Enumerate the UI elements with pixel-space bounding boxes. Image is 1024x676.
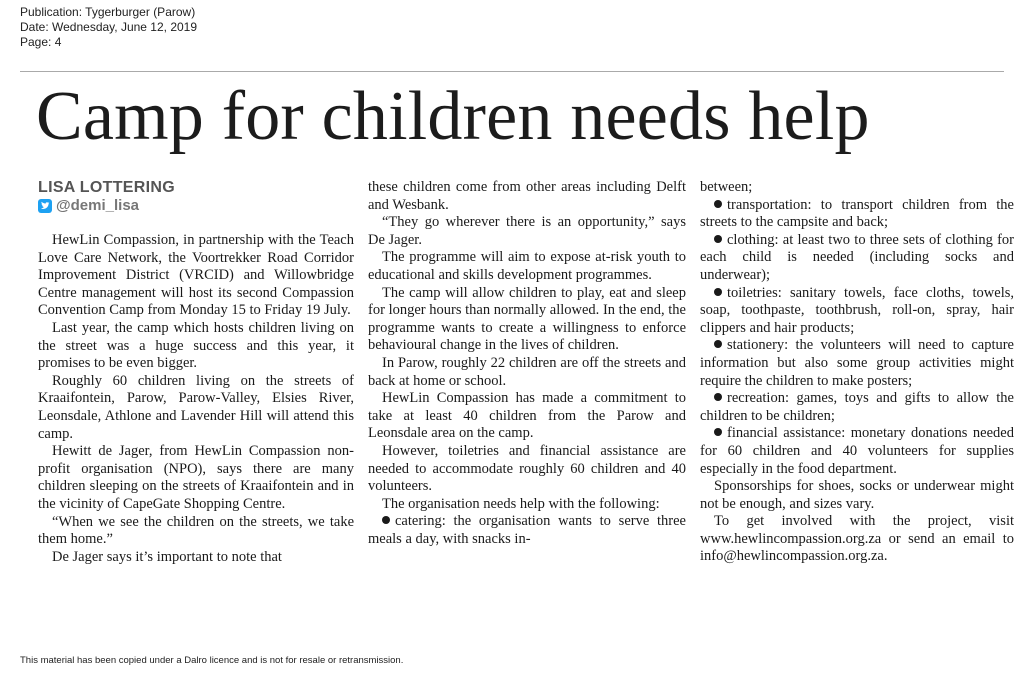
bullet-item (700, 197, 1014, 232)
bullet-text: toiletries: sanitary towels, face cloths, towels, soap, toothpaste, toothbrush, roll-on, spray, hair clippers and hair products; (700, 284, 1014, 336)
author-byline: LISA LOTTERING (38, 179, 175, 196)
bullet-item (700, 285, 1014, 338)
bullet-text: transportation: to transport children from the streets to the campsite and back; (700, 196, 1014, 231)
twitter-handle: @demi_lisa (56, 197, 139, 214)
paragraph-continued: between; (700, 179, 753, 195)
article-column-3 (700, 179, 1014, 566)
bullet-icon (714, 340, 722, 348)
paragraph: HewLin Compassion, in partnership with the Teach Love Care Network, the Voortrekker Road Corridor Improvement District (VRCID) and Willowbridge Centre management will host its second Compassion Convention Camp from Monday 15 to Friday 19 July. (38, 232, 354, 319)
paragraph: HewLin Compassion has made a commitment to take at least 40 children from the Parow and Leonsdale area on the camp. (368, 390, 686, 442)
header-divider (20, 71, 1004, 72)
bullet-item (700, 390, 1014, 425)
bullet-item (700, 425, 1014, 478)
publication-date: Date: Wednesday, June 12, 2019 (20, 20, 198, 34)
bullet-text: financial assistance: monetary donations needed for 60 children and 40 volunteers for supplies especially in the food department. (700, 425, 1014, 477)
bullet-text: catering: the organisation wants to serve three meals a day, with snacks in- (368, 513, 686, 547)
paragraph: To get involved with the project, visit www.hewlincompassion.org.za or send an email to info@hewlincompassion.org.za. (700, 513, 1014, 565)
publication-name: Publication: Tygerburger (Parow) (20, 5, 196, 19)
article-column-2 (368, 179, 686, 548)
paragraph: The camp will allow children to play, eat and sleep for longer hours than normally allowed. In the end, the programme wants to create a willingness to enforce behavioural change in the lives of children. (368, 284, 686, 354)
author-twitter (38, 197, 139, 214)
bullet-icon (714, 288, 722, 296)
paragraph: Sponsorships for shoes, socks or underwear might not be enough, and sizes vary. (700, 478, 1014, 512)
bullet-icon (714, 428, 722, 436)
twitter-bird-icon (38, 199, 52, 213)
bullet-icon (714, 200, 722, 208)
paragraph: The programme will aim to expose at-risk youth to educational and skills development programmes. (368, 249, 686, 283)
bullet-text: recreation: games, toys and gifts to allow the children to be children; (700, 390, 1014, 424)
paragraph: Roughly 60 children living on the streets of Kraaifontein, Parow, Parow-Valley, Elsies River, Leonsdale, Athlone and Lavender Hill will attend this camp. (38, 372, 354, 442)
paragraph-continued: these children come from other areas including Delft and Wesbank. (368, 179, 686, 213)
bullet-item (700, 337, 1014, 390)
publication-page: Page: 4 (20, 35, 62, 49)
paragraph: “When we see the children on the streets, we take them home.” (38, 513, 354, 548)
paragraph: De Jager says it’s important to note that (52, 548, 282, 565)
bullet-item (368, 513, 686, 548)
article-column-1 (38, 232, 354, 566)
paragraph: The organisation needs help with the following: (382, 495, 660, 512)
article-headline: Camp for children needs help (36, 78, 870, 155)
publication-meta (20, 5, 197, 50)
bullet-item (700, 232, 1014, 285)
bullet-text: clothing: at least two to three sets of clothing for each child is needed (including socks and underwear); (700, 231, 1014, 283)
paragraph: However, toiletries and financial assistance are needed to accommodate roughly 60 children and 40 volunteers. (368, 442, 686, 495)
bullet-icon (714, 393, 722, 401)
paragraph: “They go wherever there is an opportunity,” says De Jager. (368, 214, 686, 248)
bullet-icon (382, 516, 390, 524)
paragraph: In Parow, roughly 22 children are off the streets and back at home or school. (368, 354, 686, 389)
paragraph: Hewitt de Jager, from HewLin Compassion non-profit organisation (NPO), says there are many children sleeping on the streets of Kraaifontein and in the vicinity of CapeGate Shopping Centre. (38, 443, 354, 512)
bullet-text: stationery: the volunteers will need to capture information but also some group activities might require the children to make posters; (700, 337, 1014, 389)
bullet-icon (714, 235, 722, 243)
paragraph: Last year, the camp which hosts children living on the street was a huge success and this year, it promises to be even bigger. (38, 319, 354, 372)
copyright-notice: This material has been copied under a Dalro licence and is not for resale or retransmission. (20, 655, 404, 666)
